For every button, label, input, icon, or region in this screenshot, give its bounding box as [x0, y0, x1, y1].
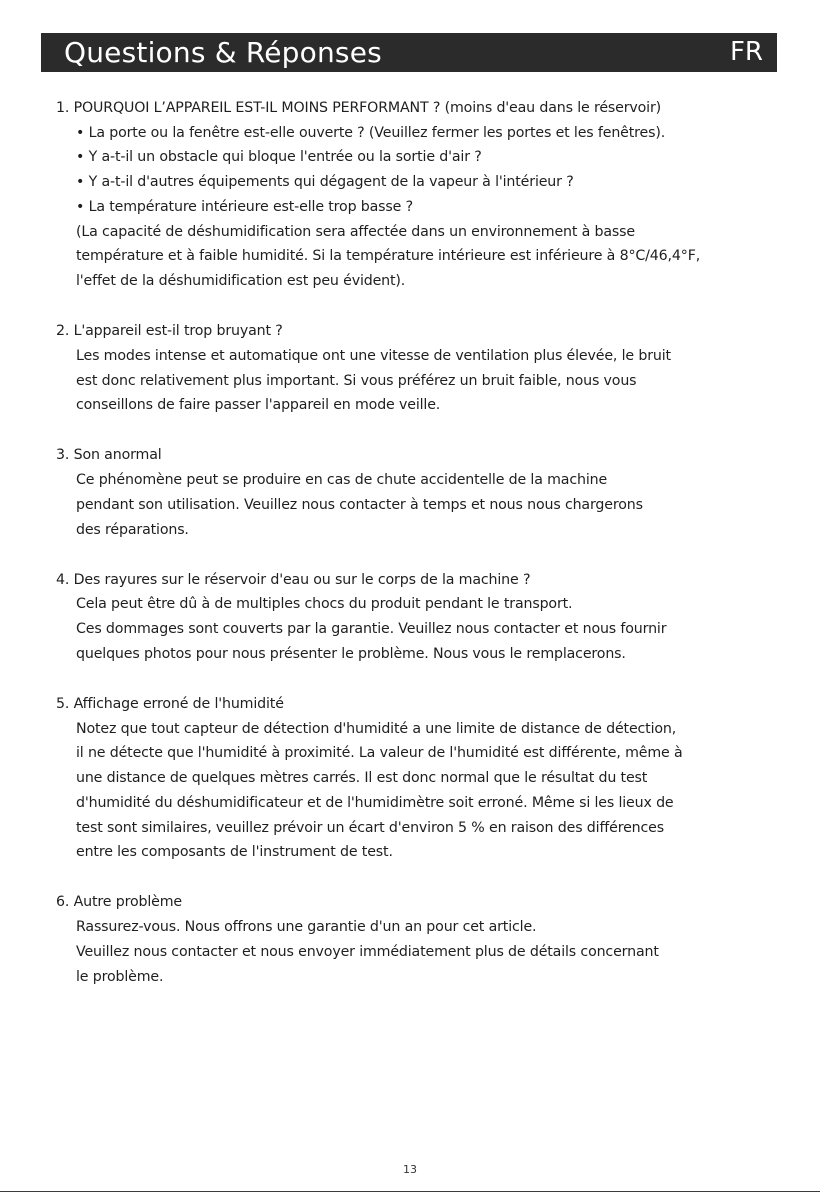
answer-body: [56, 717, 816, 865]
qa-section-4: [56, 568, 816, 667]
answer-line: une distance de quelques mètres carrés. Il est donc normal que le résultat du test: [76, 770, 648, 787]
question-heading: 5. Affichage erroné de l'humidité: [56, 696, 284, 713]
answer-line: Cela peut être dû à de multiples chocs du produit pendant le transport.: [76, 596, 573, 613]
answer-line: test sont similaires, veuillez prévoir un écart d'environ 5 % en raison des différences: [76, 819, 664, 836]
answer-line: température et à faible humidité. Si la température intérieure est inférieure à 8°C/46,4°F,: [76, 248, 701, 265]
answer-line: Rassurez-vous. Nous offrons une garantie d'un an pour cet article.: [76, 919, 537, 936]
answer-line: pendant son utilisation. Veuillez nous contacter à temps et nous nous chargerons: [76, 496, 643, 513]
answer-line: quelques photos pour nous présenter le problème. Nous vous le remplacerons.: [76, 645, 626, 662]
answer-body: [56, 344, 816, 418]
answer-body: [56, 592, 816, 666]
qa-section-3: [56, 443, 816, 542]
answer-line: conseillons de faire passer l'appareil en mode veille.: [76, 397, 441, 414]
qa-section-6: [56, 890, 816, 989]
answer-line: est donc relativement plus important. Si vous préférez un bruit faible, nous vous: [76, 372, 637, 389]
answer-line: Ce phénomène peut se produire en cas de chute accidentelle de la machine: [76, 472, 608, 489]
page-title: Questions & Réponses: [64, 36, 382, 69]
qa-section-1: [56, 96, 816, 294]
qa-section-5: [56, 692, 816, 865]
page-number: 13: [403, 1163, 417, 1176]
language-badge: FR: [729, 37, 763, 67]
question-heading: 6. Autre problème: [56, 894, 182, 911]
qa-list: [56, 96, 816, 1015]
answer-line: Notez que tout capteur de détection d'humidité a une limite de distance de détection,: [76, 720, 677, 737]
answer-line: • La porte ou la fenêtre est-elle ouverte ? (Veuillez fermer les portes et les fenêtres).: [76, 124, 666, 141]
question-heading: 2. L'appareil est-il trop bruyant ?: [56, 323, 283, 340]
answer-body: [56, 915, 816, 989]
answer-line: (La capacité de déshumidification sera affectée dans un environnement à basse: [76, 223, 635, 240]
answer-line: • Y a-t-il un obstacle qui bloque l'entrée ou la sortie d'air ?: [76, 149, 482, 166]
answer-line: des réparations.: [76, 521, 189, 538]
answer-line: d'humidité du déshumidificateur et de l'humidimètre soit erroné. Même si les lieux de: [76, 794, 674, 811]
answer-line: l'effet de la déshumidification est peu évident).: [76, 272, 406, 289]
question-heading: 4. Des rayures sur le réservoir d'eau ou sur le corps de la machine ?: [56, 571, 531, 588]
answer-line: entre les composants de l'instrument de test.: [76, 844, 393, 861]
answer-line: il ne détecte que l'humidité à proximité. La valeur de l'humidité est différente, même à: [76, 745, 683, 762]
answer-line: Ces dommages sont couverts par la garantie. Veuillez nous contacter et nous fournir: [76, 621, 667, 638]
answer-line: Les modes intense et automatique ont une vitesse de ventilation plus élevée, le bruit: [76, 347, 671, 364]
answer-body: [56, 121, 816, 294]
answer-line: • La température intérieure est-elle trop basse ?: [76, 198, 413, 215]
question-heading: 1. POURQUOI L’APPAREIL EST-IL MOINS PERFORMANT ? (moins d'eau dans le réservoir): [56, 100, 662, 116]
question-heading: 3. Son anormal: [56, 447, 162, 464]
answer-line: Veuillez nous contacter et nous envoyer immédiatement plus de détails concernant: [76, 943, 659, 960]
answer-line: le problème.: [76, 968, 164, 985]
answer-body: [56, 468, 816, 542]
qa-section-2: [56, 319, 816, 418]
answer-line: • Y a-t-il d'autres équipements qui dégagent de la vapeur à l'intérieur ?: [76, 174, 574, 191]
page-header: [41, 33, 777, 72]
bottom-divider: [0, 1191, 820, 1192]
